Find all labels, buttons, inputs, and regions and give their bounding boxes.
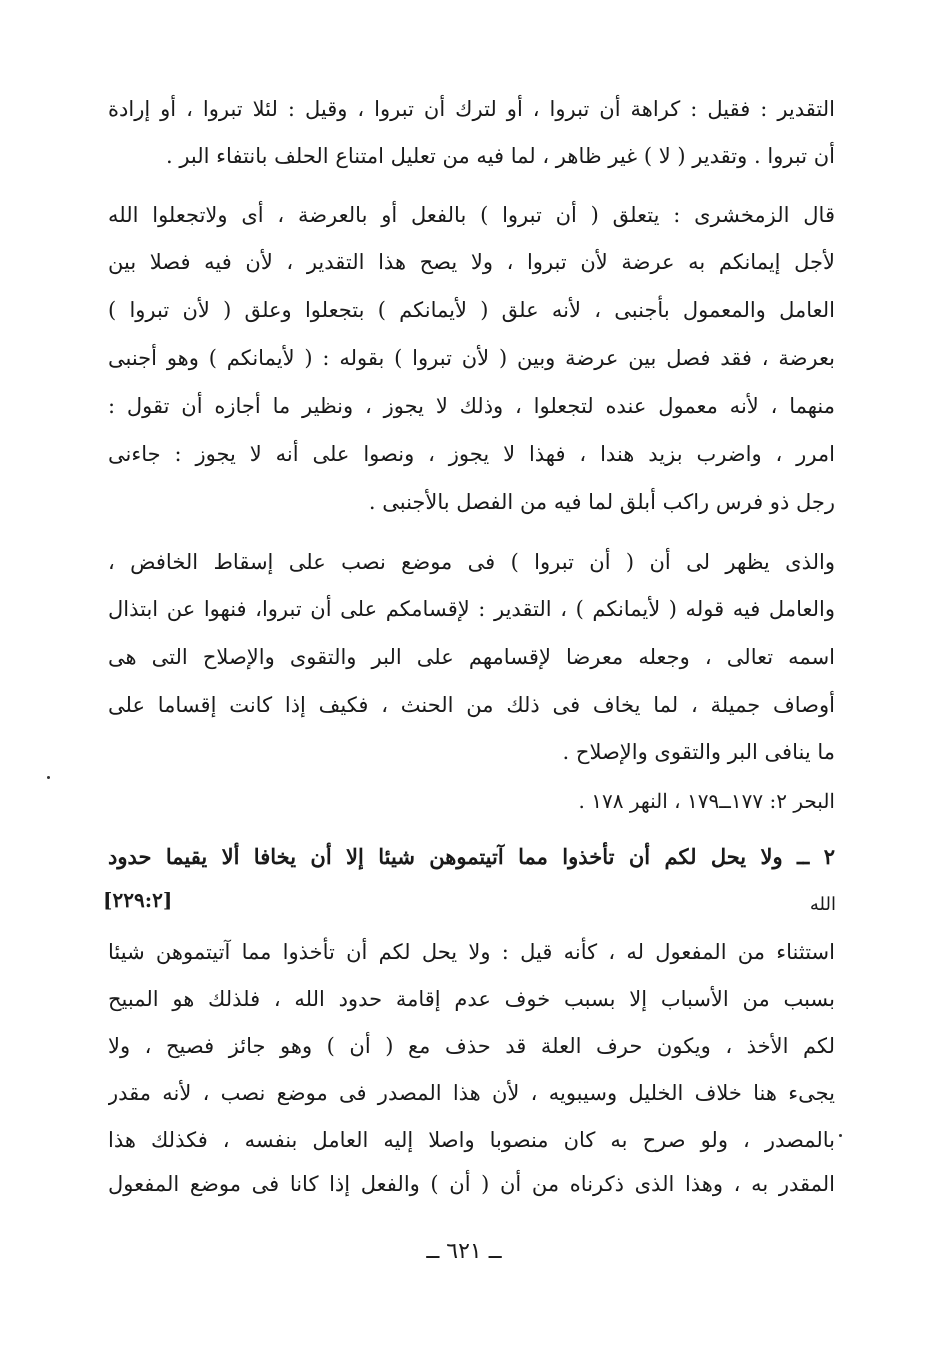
text-line: أن تبروا . وتقدير ( لا ) غير ظاهر ، لما فيه من تعليل امتناع الحلف بانتفاء البر . [165,144,835,168]
text-line: استثناء من المفعول له ، كأنه قيل : ولا يحل لكم أن تأخذوا مما آتيتموهن شيئا [108,940,835,964]
scan-speck [839,1134,842,1137]
text-line: أوصاف جميلة ، لما يخاف فى ذلك من الحنث ، فكيف إذا كانت إقساما على [108,693,835,717]
source-reference: البحر ٢: ١٧٧ــ١٧٩ ، النهر ١٧٨ . [578,789,835,813]
text-line: بسبب من الأسباب إلا بسبب خوف عدم إقامة حدود الله ، فلذلك هو المبيح [108,987,835,1011]
text-line: يجىء هنا خلاف الخليل وسيبويه ، لأن هذا المصدر فى موضع نصب ، لأنه مقدر [108,1081,835,1105]
text-line: لكم الأخذ ، ويكون حرف العلة قد حذف مع ( أن ) وهو جائز فصيح ، ولا [108,1034,835,1058]
text-line: العامل والمعمول بأجنبى ، لأنه علق ( لأيمانكم ) بتجعلوا وعلق ( لأن تبروا ) [108,298,835,322]
text-line: بالمصدر ، ولو صرح به كان منصوبا واصلا إليه العامل بنفسه ، فكذلك هذا [108,1128,835,1152]
text-line: بعرضة ، فقد فصل بين عرضة وبين ( لأن تبروا ) بقوله : ( لأيمانكم ) وهو أجنبى [108,346,835,370]
text-line: والعامل فيه قوله ( لأيمانكم ) ، التقدير : لإقسامكم على أن تبروا، فنهوا عن ابتذال [108,597,835,621]
text-line: اسمه تعالى ، وجعله معرضا لإقسامهم على البر والتقوى والإصلاح التى هى [108,645,835,669]
text-line: ما ينافى البر والتقوى والإصلاح . [562,740,835,764]
page-number: ــ ٦٢١ ــ [426,1239,502,1264]
scan-speck [47,776,50,779]
text-line: قال الزمخشرى : يتعلق ( أن تبروا ) بالفعل أو بالعرضة ، أى ولاتجعلوا الله [108,203,835,227]
text-line: امرر ، واضرب بزيد هندا ، فهذا لا يجوز ، ونصوا على أنه لا يجوز : جاءنى [108,442,835,466]
text-line: لأجل إيمانكم به عرضة لأن تبروا ، ولا يصح هذا التقدير ، لأن فيه فصلا بين [108,250,835,274]
text-line: والذى يظهر لى أن ( أن تبروا ) فى موضع نصب على إسقاط الخافض ، [108,550,835,574]
text-line: رجل ذو فرس راكب أبلق لما فيه من الفصل بالأجنبى . [368,490,835,514]
verse-tail: الله [809,894,836,915]
text-line: التقدير : فقيل : كراهة أن تبروا ، أو لترك أن تبروا ، وقيل : لئلا تبروا ، أو إرادة [108,97,835,121]
text-line: منهما ، لأنه معمول عنده لتجعلوا ، وذلك لا يجوز ، ونظير ما أجازه أن تقول : [108,394,835,418]
verse-reference: [٢٢٩:٢] [103,888,173,912]
text-line: المقدر به ، وهذا الذى ذكرناه من أن ( أن ) والفعل إذا كانا فى موضع المفعول [108,1172,835,1196]
verse-line: ٢ ــ ولا يحل لكم أن تأخذوا مما آتيتموهن شيئا إلا أن يخافا ألا يقيما حدود [108,844,835,869]
